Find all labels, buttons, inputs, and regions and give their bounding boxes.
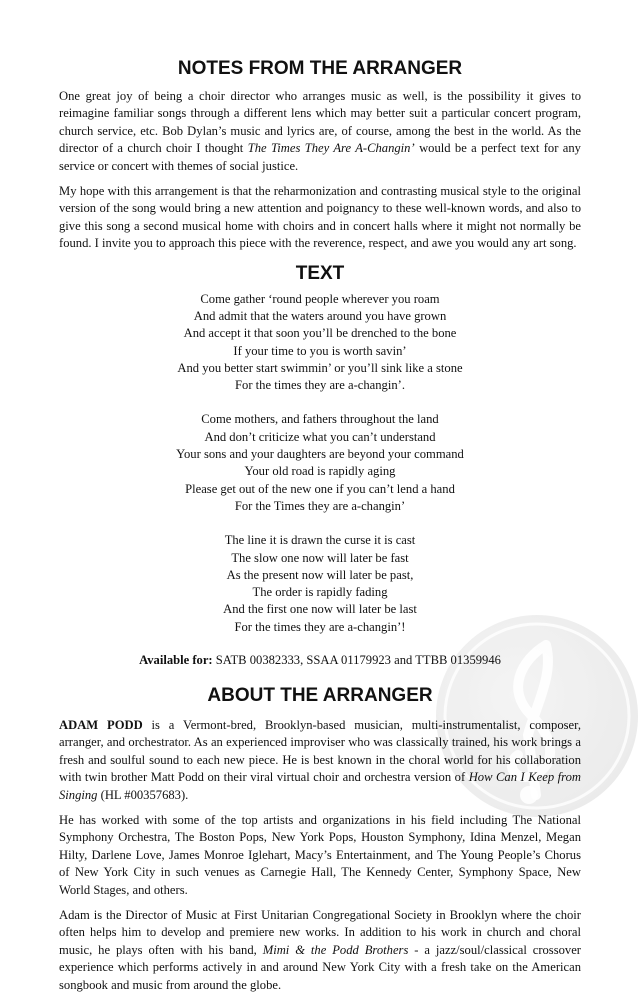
song-title: The Times They Are A-Changin’ <box>247 141 415 156</box>
notes-heading: NOTES FROM THE ARRANGER <box>177 58 463 79</box>
availability-line <box>59 652 581 669</box>
lyric-line: And you better start swimmin’ or you’ll sink like a stone <box>177 360 463 375</box>
lyric-line: For the times they are a-changin’. <box>235 378 405 393</box>
notes-paragraph-1: One great joy of being a choir director who arranges music as well, is the possibility it gives to reimagine familiar songs through a different lens which may better suit a particular concert program, church service, etc. Bob Dylan’s music and lyrics are, of course, among the best in the world. As the director of a church choir I thought The Times They Are A-Changin’ would be a perfect text for any service or concert with themes of social justice. <box>59 89 581 173</box>
lyric-line: And don’t criticize what you can’t understand <box>204 429 436 444</box>
about-paragraph-3: Adam is the Director of Music at First Unitarian Congregational Society in Brooklyn where the choir often helps him to develop and premiere new works. In addition to his work in church and choral music, he plays often with his band, Mimi & the Podd Brothers - a jazz/soul/classical crossover experience which performs actively in and around New York City with a fresh take on the American songbook and music from around the globe. <box>59 908 581 992</box>
lyric-line: If your time to you is worth savin’ <box>233 343 407 358</box>
lyric-line: Your old road is rapidly aging <box>244 464 396 479</box>
lyric-line: The order is rapidly fading <box>252 585 388 600</box>
lyric-line: Come mothers, and fathers throughout the land <box>201 412 439 427</box>
lyric-line: For the times they are a-changin’! <box>234 619 406 634</box>
lyric-line: The slow one now will later be fast <box>231 550 409 565</box>
lyric-line: For the Times they are a-changin’ <box>234 498 406 513</box>
work-title: How Can I Keep from Singing <box>59 770 581 802</box>
about-paragraph-1: ADAM PODD is a Vermont-bred, Brooklyn-based musician, multi-instrumentalist, composer, arranger, and orchestrator. As an experienced improviser who was classically trained, his work brings a fresh and soulful sound to each new piece. He is best known in the choral world for his collaboration with twin brother Matt Podd on their viral virtual choir and orchestra version of How Can I Keep from Singing (HL #00357683). <box>59 718 581 802</box>
notes-paragraph-2: My hope with this arrangement is that the reharmonization and contrasting musical style to the original version of the song would bring a new attention and poignancy to these well-known words, and also to give this song a second musical home with choirs and in concert halls where it might not normally be found. I invite you to approach this piece with the reverence, respect, and awe you would any art song. <box>59 184 581 251</box>
lyric-line: Come gather ‘round people wherever you roam <box>200 291 440 306</box>
availability-label: Available for: <box>139 653 213 667</box>
stanza-2 <box>59 411 581 515</box>
stanza-3 <box>59 532 581 636</box>
lyric-line: And the first one now will later be last <box>223 602 417 617</box>
stanza-1 <box>59 291 581 395</box>
about-heading: ABOUT THE ARRANGER <box>207 685 433 706</box>
lyric-line: Please get out of the new one if you can’t lend a hand <box>185 481 455 496</box>
lyric-line: And admit that the waters around you have grown <box>193 308 447 323</box>
text-heading: TEXT <box>295 262 345 284</box>
band-name: Mimi & the Podd Brothers <box>262 942 409 957</box>
page <box>59 56 581 994</box>
lyric-line: As the present now will later be past, <box>226 567 414 582</box>
lyric-line: The line it is drawn the curse it is cast <box>224 533 416 548</box>
about-paragraph-2: He has worked with some of the top artists and organizations in his field including The National Symphony Orchestra, The Boston Pops, New York Pops, Houston Symphony, Idina Menzel, Megan Hilty, Darlene Love, James Monroe Iglehart, Macy’s Entertainment, and The Young People’s Chorus of New York City in such venues as Carnegie Hall, The Kennedy Center, Symphony Space, New World Stages, and others. <box>59 813 581 897</box>
lyric-line: Your sons and your daughters are beyond your command <box>176 447 464 462</box>
availability-codes: SATB 00382333, SSAA 01179923 and TTBB 01359946 <box>212 653 501 667</box>
lyric-line: And accept it that soon you’ll be drenched to the bone <box>183 326 457 341</box>
lyrics <box>59 291 581 636</box>
arranger-name: ADAM PODD <box>59 718 143 732</box>
